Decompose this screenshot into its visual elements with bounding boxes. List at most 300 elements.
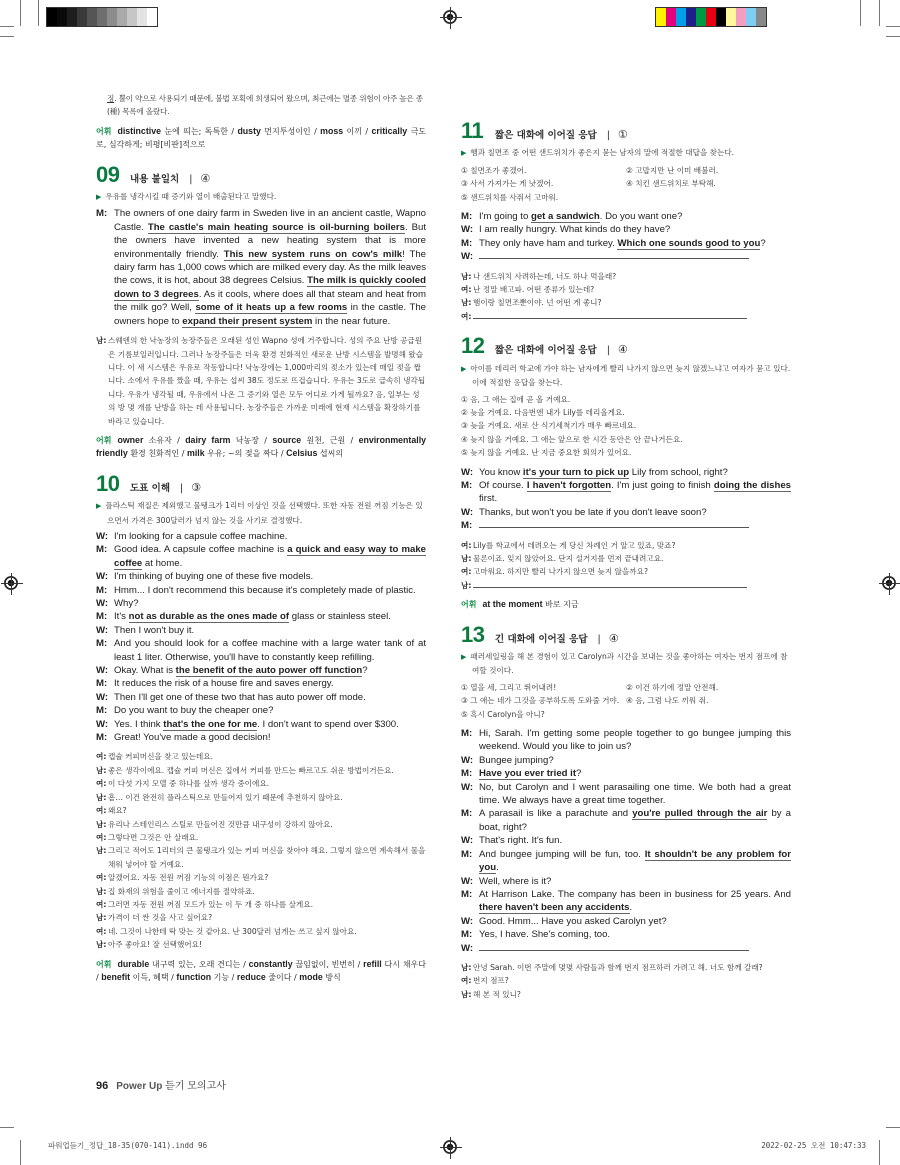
dialog-text: Why?	[114, 598, 139, 609]
vocab-list: 어휘 durable 내구력 있는, 오래 견디는 / constantly 끊임없이, 빈번히 / refill 다시 채우다 / benefit 이득, 혜택 / function 기능 / reduce 줄이다 / mode 방식	[96, 958, 426, 982]
translation-line	[461, 579, 791, 592]
speaker-label: 남:	[461, 580, 472, 590]
dialog-line	[96, 570, 426, 583]
vocab-word: Celsius	[286, 448, 318, 459]
registration-mark-icon	[4, 576, 18, 590]
crop-mark	[20, 0, 21, 26]
vocab-tag: 어휘	[96, 959, 112, 969]
speaker-label: 여:	[96, 926, 107, 936]
crop-mark	[0, 36, 14, 37]
vocab-meaning: 기능	[211, 972, 230, 982]
key-phrase: expand their present system	[182, 315, 313, 327]
dialog-line	[96, 664, 426, 677]
speaker-label: 여:	[96, 806, 107, 816]
dialog-text: Great! You've made a good decision!	[114, 732, 271, 744]
question-12	[461, 333, 791, 611]
translation-text: 알겠어요. 자동 전원 꺼짐 기능의 이점은 뭔가요?	[108, 873, 269, 883]
vocab-list: 어휘 owner 소유자 / dairy farm 낙농장 / source 원천, 근원 / environmentally friendly 환경 친화적인 / milk 우유; ~의 젖을 짜다 / Celsius 섭씨의	[96, 434, 427, 459]
dialog-text: first.	[479, 493, 498, 505]
translation-line	[96, 777, 426, 790]
speaker-label: M:	[461, 848, 473, 860]
dialog-text: And you should look for a coffee machine with a large water tank of at least 1 liter. Otherwise, you'll have to constantly keep refilling.	[114, 638, 426, 663]
translation-line	[461, 974, 791, 987]
vocab-tag: 어휘	[96, 126, 112, 136]
dialog-text: in the near future.	[312, 315, 391, 327]
speaker-label: M:	[96, 544, 108, 556]
dialog-text: ?	[760, 237, 766, 249]
dialog-line	[461, 506, 791, 519]
dialog-line	[96, 704, 426, 717]
slug-timestamp: 2022-02-25 오전 10:47:33	[761, 1141, 866, 1150]
question-header	[96, 470, 426, 496]
dialog-line	[461, 754, 791, 767]
speaker-label: 남:	[96, 846, 107, 856]
translation-line	[96, 885, 426, 898]
vocab-meaning: 줄이다	[265, 972, 292, 982]
speaker-label: M:	[461, 888, 473, 900]
dialog-text: . I'm just going to finish	[611, 479, 714, 491]
key-phrase: I haven't forgotten	[526, 479, 612, 491]
dialog-line	[461, 888, 791, 915]
separator: |	[606, 130, 610, 141]
dialog-text: ?	[362, 665, 368, 677]
key-phrase: there haven't been any accidents	[479, 902, 630, 914]
script-translation	[461, 270, 791, 324]
question-header	[461, 621, 791, 647]
answer-option: ② 늦을 거예요. 다음번엔 내가 Lily를 데리올게요.	[461, 407, 625, 417]
vocab-meaning: 이득, 혜택	[130, 972, 169, 982]
color-swatch	[137, 8, 147, 26]
speaker-label: 여:	[96, 779, 107, 789]
page-footer	[96, 1077, 226, 1092]
question-type: 짧은 대화에 이어질 응답	[495, 345, 597, 357]
answer-number: ④	[608, 631, 619, 645]
dialog-line	[96, 610, 426, 623]
answer-option: ⑤ 혹시 Carolyn을 아니?	[461, 709, 545, 719]
translation-text: 물론이죠. 잊지 않았어요. 단지 설거지를 먼저 끝내려고요.	[473, 553, 664, 563]
script-translation	[461, 961, 791, 1001]
dialog-text: No, but Carolyn and I went parasailing one time. We both had a great time. We always have a great time together.	[479, 781, 791, 807]
dialog-text: Okay. What is	[114, 665, 176, 677]
dialog-text: Do you want to buy the cheaper one?	[114, 705, 274, 717]
dialog-text: It reduces the risk of a house fire and saves energy.	[114, 678, 334, 690]
dialog-text: And bungee jumping will be fun, too.	[479, 848, 645, 860]
grayscale-calibration-bar	[46, 7, 158, 27]
speaker-label: M:	[461, 520, 473, 532]
vocab-word: owner	[117, 434, 144, 445]
dialog-text: at home.	[142, 557, 183, 569]
dialog-line	[461, 466, 791, 479]
translation-line	[96, 764, 426, 777]
dialog-text: Hmm... I don't recommend this because it's completely made of plastic.	[114, 584, 416, 596]
speaker-label: M:	[96, 208, 108, 220]
vocab-tag: 어휘	[461, 600, 477, 610]
answer-hint: ▶ 우유를 냉각시킬 때 증기와 열이 배출된다고 말했다.	[96, 192, 277, 202]
speaker-label: M:	[461, 211, 473, 223]
dialog-line	[461, 479, 791, 506]
script-dialog	[96, 207, 426, 328]
speaker-label: 여:	[96, 832, 107, 842]
answer-blank	[473, 310, 747, 319]
answer-number: ④	[617, 343, 628, 357]
key-phrase: you're pulled through the air	[632, 808, 768, 820]
color-swatch	[87, 8, 97, 26]
color-swatch	[97, 8, 107, 26]
vocab-word: function	[176, 971, 212, 982]
color-calibration-bar	[655, 7, 767, 27]
speaker-label: M:	[461, 237, 473, 249]
question-13	[461, 621, 792, 1002]
dialog-line	[461, 834, 791, 847]
dialog-line	[461, 915, 791, 928]
translation-text: Lily를 학교에서 데려오는 게 당신 차례인 거 알고 있죠, 맞죠?	[473, 540, 676, 550]
speaker-label: M:	[461, 768, 473, 780]
translation-text: 아주 좋아요! 잘 선택했어요!	[108, 940, 203, 950]
answer-number: ④	[200, 171, 211, 185]
speaker-label: 남:	[461, 553, 472, 563]
speaker-label: 여:	[96, 752, 107, 762]
vocab-meaning: 이끼	[343, 126, 362, 136]
speaker-label: W:	[461, 781, 474, 793]
color-swatch	[47, 8, 57, 26]
translation-text: 네. 그것이 나한테 딱 맞는 것 같아요. 난 300달러 넘게는 쓰고 싶지 않아요.	[108, 926, 357, 936]
speaker-label: W:	[96, 571, 109, 583]
translation-text: 햄이랑 칠면조뿐이야. 넌 어떤 게 좋니?	[473, 298, 602, 308]
dialog-line	[461, 519, 791, 532]
speaker-label: M:	[461, 929, 473, 941]
speaker-label: W:	[96, 718, 109, 730]
crop-mark	[860, 0, 861, 26]
left-column	[96, 92, 426, 984]
translation-text: 나 샌드위치 사려하는데, 너도 하나 먹을래?	[473, 271, 617, 281]
question-number: 11	[461, 118, 484, 143]
separator: |	[597, 633, 601, 645]
dialog-line	[461, 848, 791, 875]
translation-text: 번지 점프?	[473, 976, 509, 986]
dialog-line	[461, 942, 791, 955]
answer-options	[461, 681, 791, 721]
answer-option: ④ 음, 그럼 나도 끼워 줘.	[626, 696, 709, 706]
dialog-text: That's right. It's fun.	[479, 835, 563, 847]
key-phrase: that's the one for me	[163, 718, 258, 730]
key-phrase: a quick and easy way to make coffee	[114, 544, 426, 569]
translation-line	[461, 552, 791, 565]
dialog-text: I'm thinking of buying one of these five models.	[114, 571, 314, 583]
vocab-word: mode	[299, 971, 323, 982]
dialog-text: .	[496, 862, 499, 874]
dialog-line	[461, 237, 791, 250]
translation-line	[461, 270, 791, 283]
dialog-text: Then I'll get one of these two that has auto power off mode.	[114, 691, 366, 703]
vocab-word: source	[272, 434, 302, 445]
vocab-meaning: 환경 친화적인	[127, 449, 180, 459]
dialog-text: Bungee jumping?	[479, 754, 554, 766]
dialog-text: You know	[479, 466, 523, 478]
speaker-label: W:	[461, 224, 474, 236]
key-phrase: The castle's main heating source is oil-burning boilers	[147, 221, 405, 233]
answer-blank	[479, 942, 749, 951]
dialog-line	[96, 691, 426, 704]
vocab-word: critically	[371, 125, 408, 136]
color-swatch	[107, 8, 117, 26]
question-number: 13	[461, 621, 485, 647]
color-swatch	[127, 8, 137, 26]
question-type: 도표 이해	[130, 482, 171, 494]
dialog-text: . As it cools, where does all that steam and heat from the milk go? Well,	[114, 288, 426, 314]
answer-blank	[473, 579, 747, 588]
dialog-text: . But the owners have invented a new heating system that is more environmentally friendly.	[114, 221, 426, 260]
question-number: 12	[461, 333, 485, 359]
color-swatch	[716, 8, 726, 26]
key-phrase: The milk is quickly cooled down to 3 degrees	[114, 275, 426, 300]
speaker-label: 남:	[96, 913, 107, 923]
script-dialog	[461, 466, 791, 533]
dialog-text: Good idea. A capsule coffee machine is	[114, 544, 288, 556]
crop-mark	[20, 1140, 21, 1165]
color-swatch	[147, 8, 157, 26]
dialog-text: by a boat, right?	[479, 808, 791, 833]
speaker-label: W:	[461, 466, 474, 478]
answer-option: ③ 사서 가져가는 게 낫겠어.	[461, 179, 554, 189]
vocab-list	[461, 598, 791, 611]
translation-line	[461, 961, 791, 974]
translation-line	[96, 925, 426, 938]
key-phrase: It shouldn't be any problem for you	[479, 848, 792, 874]
question-11	[461, 118, 791, 323]
color-swatch	[746, 8, 756, 26]
vocab-tag: 어휘	[96, 435, 112, 445]
translation-text: 좋은 생각이에요. 캡슐 커피 머신은 집에서 커피를 만드는 빠르고도 쉬운 방법이거든요.	[108, 765, 394, 775]
separator: |	[606, 345, 610, 357]
key-phrase: This new system runs on cow's milk	[223, 248, 403, 260]
question-header	[461, 118, 791, 143]
dialog-text: Yes. I think	[114, 718, 164, 730]
answer-number: ①	[617, 128, 628, 141]
vocab-meaning: 바로 지금	[542, 600, 579, 610]
vocab-continuation-spacer	[461, 96, 791, 110]
speaker-label: M:	[96, 611, 108, 623]
speaker-label: M:	[96, 678, 108, 690]
translation-line	[96, 804, 426, 817]
vocab-word: constantly	[248, 958, 293, 969]
dialog-text: I'm looking for a capsule coffee machine.	[114, 530, 288, 542]
dialog-line	[461, 767, 791, 780]
dialog-line	[96, 530, 426, 543]
translation-line	[96, 818, 426, 831]
dialog-line	[461, 223, 791, 236]
speaker-label: 여:	[461, 285, 472, 295]
speaker-label: 여:	[96, 873, 107, 883]
dialog-text: A parasail is like a parachute and	[479, 808, 633, 820]
answer-option: ② 고맙지만 난 이미 배불러.	[626, 165, 719, 175]
crop-mark	[879, 0, 880, 26]
speaker-label: W:	[461, 875, 474, 887]
script-translation	[96, 750, 426, 951]
color-swatch	[117, 8, 127, 26]
question-header	[96, 161, 426, 187]
translation-line	[96, 334, 426, 428]
crop-mark	[886, 26, 900, 27]
dialog-text: Good. Hmm... Have you asked Carolyn yet?	[479, 915, 667, 927]
answer-hint: ▶ 플라스틱 재질은 제외했고 물탱크가 1리터 이상인 것을 선택했다. 또한 자동 전원 꺼짐 기능은 있으면서 가격은 300달러가 넘지 않는 것을 사기로 결정했다.	[96, 501, 423, 525]
answer-option: ① 음, 그 애는 집에 곧 올 거예요.	[461, 394, 571, 404]
script-translation	[96, 334, 426, 428]
answer-options	[461, 393, 791, 460]
speaker-label: 여:	[461, 976, 472, 986]
translation-line	[461, 565, 791, 578]
answer-option: ④ 늦지 않을 거예요. 그 애는 앞으로 한 시간 동안은 안 끝나거든요.	[461, 434, 683, 444]
speaker-label: W:	[461, 251, 474, 263]
question-09	[96, 161, 427, 461]
speaker-label: W:	[96, 665, 109, 677]
speaker-label: W:	[461, 754, 474, 766]
question-number: 10	[96, 470, 120, 496]
triangle-bullet-icon: ▶	[461, 149, 467, 158]
speaker-label: 여:	[96, 899, 107, 909]
question-10	[96, 470, 426, 985]
answer-option: ① 열을 세, 그리고 뛰어내려!	[461, 682, 557, 692]
speaker-label: 남:	[96, 765, 107, 775]
translation-text: 유리나 스테인리스 스틸로 만들어진 것만큼 내구성이 강하지 않아요.	[108, 819, 333, 829]
question-header	[461, 333, 791, 359]
book-subtitle: 듣기 모의고사	[165, 1081, 226, 1092]
dialog-text: ?	[576, 768, 582, 780]
speaker-label: M:	[461, 808, 473, 820]
vocab-meaning: 섭씨의	[317, 449, 344, 459]
crop-mark	[38, 0, 39, 26]
dialog-line	[96, 718, 426, 731]
answer-hint: ▶ 아이를 데리러 학교에 가야 하는 남자에게 빨리 나가지 않으면 늦지 않겠느냐고 여자가 묻고 있다. 이에 적절한 응답을 찾는다.	[461, 363, 791, 388]
vocab-word: durable	[117, 958, 150, 969]
speaker-label: W:	[96, 691, 109, 703]
color-swatch	[726, 8, 736, 26]
dialog-text: Yes, I have. She's coming, too.	[479, 929, 611, 941]
separator: |	[180, 482, 184, 494]
vocab-meaning: 극도로, 심각하게; 비평[비판]적으로	[96, 126, 427, 150]
key-phrase: some of it heats up a few rooms	[195, 302, 348, 314]
right-column	[461, 96, 791, 1001]
vocab-word: at the moment	[482, 599, 543, 610]
answer-blank	[479, 519, 749, 528]
question-type: 내용 불일치	[130, 173, 180, 185]
translation-text: 이 다섯 가지 모델 중 하나를 살까 생각 중이에요.	[108, 779, 270, 789]
vocab-meaning: 내구력 있는, 오래 견디는	[149, 959, 241, 969]
dialog-line	[461, 807, 791, 834]
separator: |	[189, 173, 193, 185]
vocab-meaning: 원천, 근원	[301, 435, 346, 445]
registration-mark-icon	[882, 576, 896, 590]
crop-mark	[0, 1127, 14, 1128]
speaker-label: M:	[96, 584, 108, 596]
dialog-text: Well, where is it?	[479, 875, 552, 887]
translation-line	[96, 844, 426, 871]
triangle-bullet-icon: ▶	[96, 193, 102, 202]
translation-line	[461, 988, 791, 1001]
script-dialog	[461, 727, 791, 955]
answer-hint: ▶ 햄과 칠면조 중 어떤 샌드위치가 좋은지 묻는 남자의 말에 적절한 대답을 찾는다.	[461, 148, 735, 158]
translation-text: 집 화재의 위험을 줄이고 에너지를 절약하죠.	[108, 886, 255, 896]
vocab-word: distinctive	[117, 125, 161, 136]
dialog-line	[96, 584, 426, 597]
answer-option: ⑤ 늦지 않을 거예요. 난 지금 중요한 회의가 있어요.	[461, 448, 632, 458]
answer-hint: ▶ 패러세일링을 해 본 경험이 있고 Carolyn과 시간을 보내는 것을 좋아하는 여자는 번지 점프에 참여할 것이다.	[461, 652, 788, 676]
speaker-label: W:	[461, 942, 474, 954]
key-phrase: Have you ever tried it	[479, 768, 577, 780]
dialog-line	[96, 543, 426, 570]
translation-line	[96, 911, 426, 924]
speaker-label: 여:	[461, 311, 472, 321]
speaker-label: M:	[96, 732, 108, 744]
dialog-text: Lily from school, right?	[629, 466, 728, 478]
previous-translation-continuation: 징. 뿔이 약으로 사용되기 때문에, 불법 포획에 희생되어 왔으며, 최근에는 멸종 위험이 아주 높은 종(種) 목록에 올랐다.	[107, 94, 423, 117]
triangle-bullet-icon: ▶	[461, 364, 467, 373]
speaker-label: M:	[461, 479, 473, 491]
vocab-meaning: 눈에 띄는; 독특한	[160, 126, 228, 136]
vocab-word: reduce	[236, 971, 266, 982]
color-swatch	[756, 8, 766, 26]
question-type: 긴 대화에 이어질 응답	[495, 633, 588, 645]
translation-line	[96, 831, 426, 844]
dialog-line	[461, 250, 791, 263]
vocab-word: refill	[363, 958, 382, 969]
color-swatch	[656, 8, 666, 26]
color-swatch	[77, 8, 87, 26]
speaker-label: 여:	[461, 540, 472, 550]
vocab-meaning: 끊임없이, 빈번히	[292, 959, 355, 969]
dialog-line	[96, 624, 426, 637]
speaker-label: M:	[96, 638, 108, 650]
dialog-line	[461, 928, 791, 941]
translation-line	[461, 310, 791, 323]
translation-text: 왜요?	[108, 806, 127, 816]
speaker-label: 남:	[96, 886, 107, 896]
crop-mark	[0, 26, 14, 27]
slug-filename: 파워업듣기_정답_18-35(070-141).indd 96	[48, 1141, 208, 1150]
script-translation	[461, 539, 791, 593]
translation-text: 스웨덴의 한 낙농장의 농장주들은 오래된 성인 Wapno 성에 거주합니다. 성의 주요 난방 공급원은 기름보일러입니다. 그러나 농장주들은 더욱 환경 친화적인 새로운 난방 시스템을 발명해 왔습니다. 이 새 시스템은 우유로 작동합니다! 낙농장에는 1,000마리의 젖소가 있는데 매일 젖을 짭니다. 소에서 우유를 짰을 때, 우유는 섭씨 38도 정도로 뜨겁습니다. 우유는 3도로 급속히 냉각됩니다. 우유가 냉각될 때, 우유에서 나온 그 증기와 열은 모두 어디로 가게 될까요? 음, 일부는 성의 방 몇 개를 난방을 하는 데 사용됩니다. 농장주들은 가까운 미래에 현재 시스템을 확장하기를 바라고 있습니다.	[108, 336, 426, 426]
color-swatch	[686, 8, 696, 26]
translation-line	[461, 539, 791, 552]
answer-option: ② 이건 하기에 정말 안전해.	[626, 682, 719, 692]
vocab-meaning: 소유자	[143, 435, 172, 445]
speaker-label: 남:	[461, 962, 472, 972]
translation-text: 흠… 이건 완전히 플라스틱으로 만들어져 있기 때문에 추천하지 않아요.	[108, 792, 343, 802]
color-swatch	[736, 8, 746, 26]
speaker-label: W:	[96, 598, 109, 609]
vocab-word: milk	[187, 448, 205, 459]
crop-mark	[886, 1127, 900, 1128]
registration-mark-icon	[443, 1140, 457, 1154]
answer-option: ④ 치킨 샌드위치로 부탁해.	[626, 179, 716, 189]
dialog-line	[96, 637, 426, 664]
book-title: Power Up	[116, 1081, 163, 1092]
dialog-text: Then I won't buy it.	[114, 624, 195, 636]
key-phrase: get a sandwich	[530, 211, 600, 223]
key-phrase: it's your turn to pick up	[522, 466, 630, 478]
translation-text: 그리고 적어도 1리터의 큰 물탱크가 있는 커피 머신을 찾아야 해요. 그렇지 않으면 계속해서 물을 채워 넣어야 할 거예요.	[108, 846, 426, 869]
dialog-text: Hi, Sarah. I'm getting some people together to go bungee jumping this weekend. Would you like to join us?	[479, 728, 791, 753]
color-swatch	[696, 8, 706, 26]
speaker-label: 남:	[96, 336, 107, 346]
speaker-label: W:	[461, 506, 474, 518]
registration-mark-icon	[443, 10, 457, 24]
speaker-label: 남:	[461, 989, 472, 999]
color-swatch	[706, 8, 716, 26]
dialog-text: The owners of one dairy farm in Sweden live in an ancient castle, Wapno Castle.	[114, 208, 426, 233]
translation-text: 가격이 더 싼 것을 사고 싶어요?	[108, 913, 213, 923]
dialog-line	[461, 727, 791, 754]
speaker-label: M:	[96, 705, 108, 717]
